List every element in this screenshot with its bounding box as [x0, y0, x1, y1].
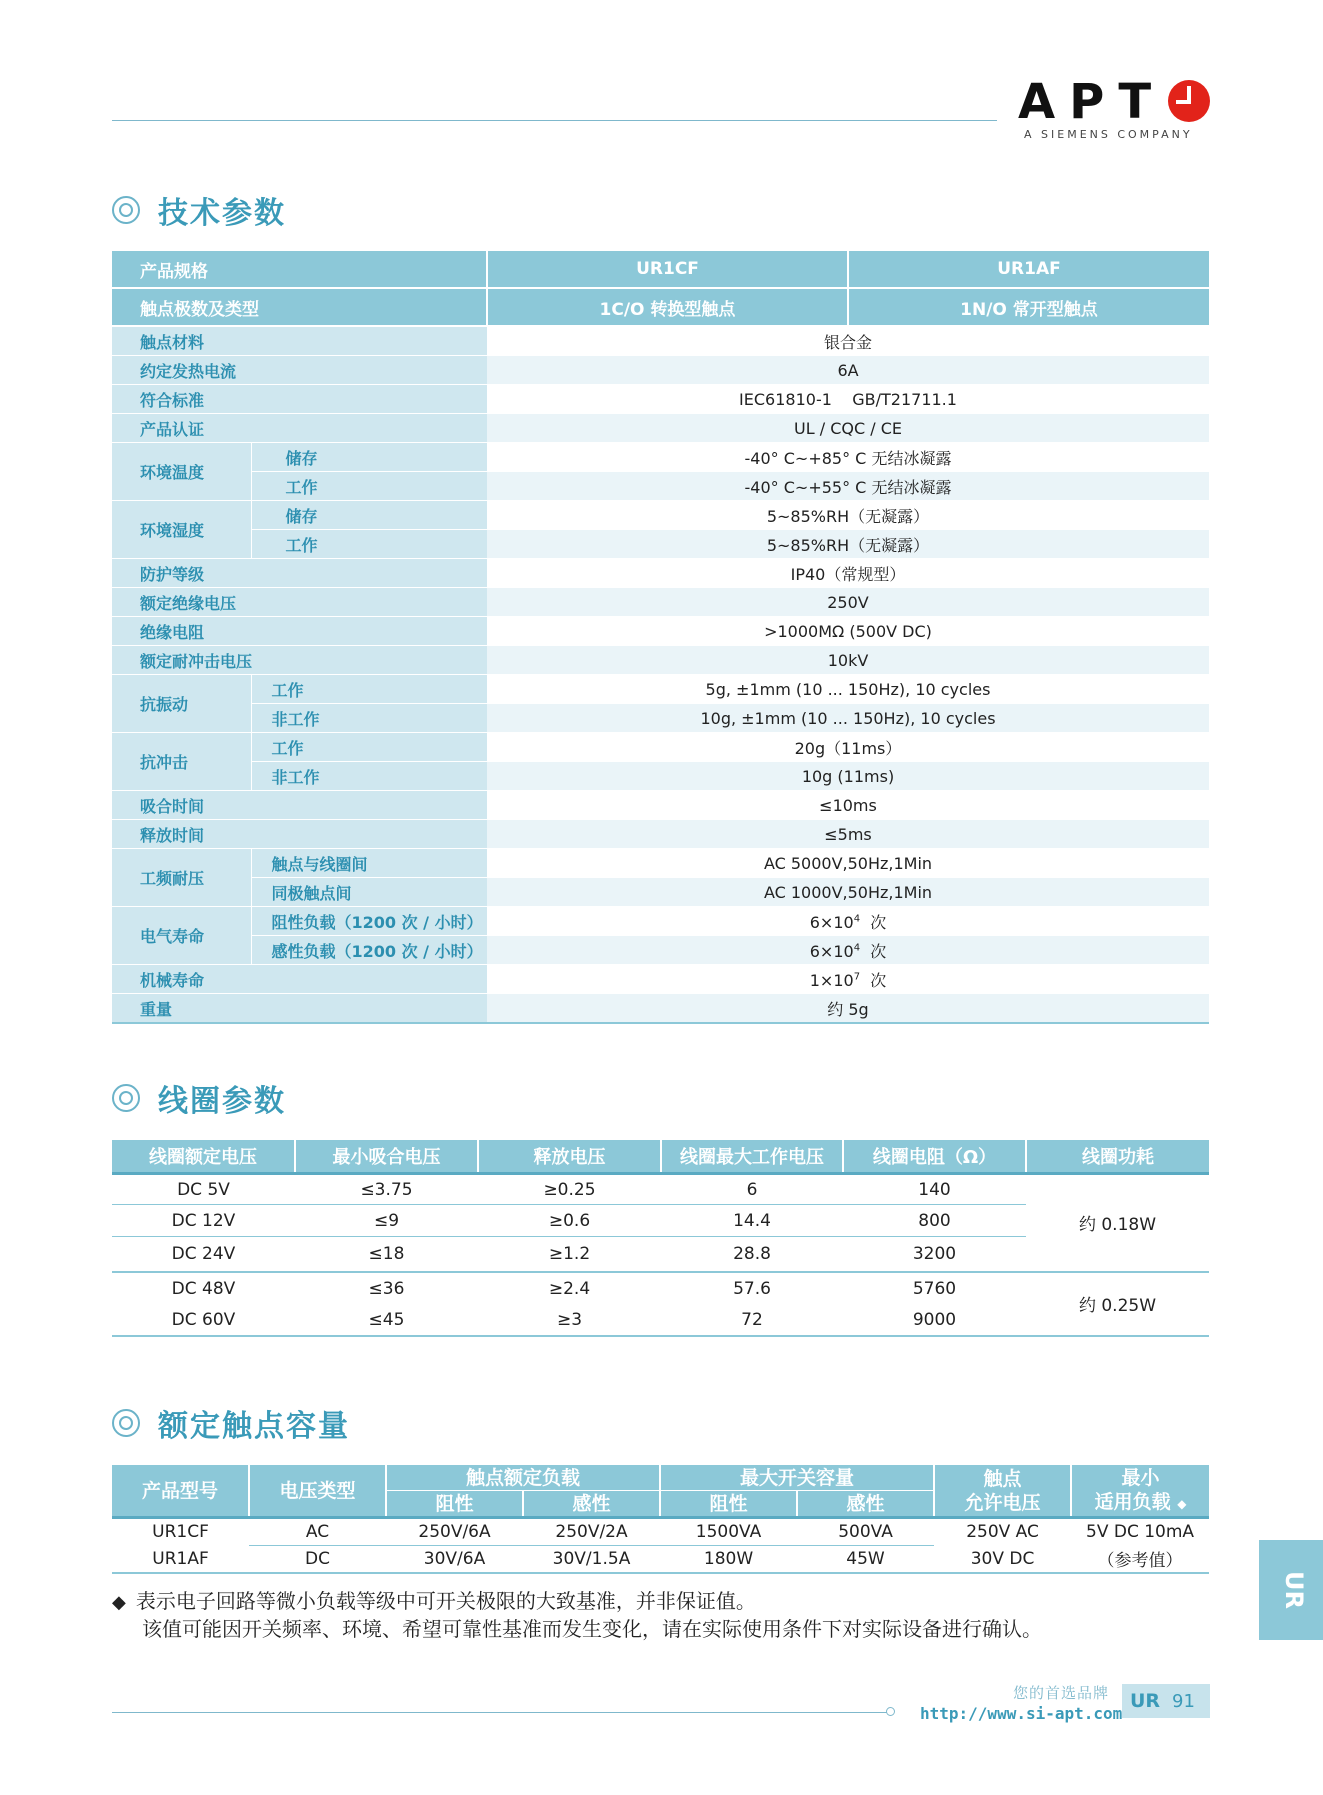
table-row: 触点材料 银合金: [112, 326, 1209, 356]
table-row: 抗冲击 工作 20g（11ms）: [112, 733, 1209, 762]
footer-rule: [112, 1712, 889, 1713]
table-row: 工作 5~85%RH（无凝露）: [112, 530, 1209, 559]
target-circle-icon: [112, 1409, 140, 1437]
rating-subheader-row: 阻性 感性 阻性 感性: [112, 1491, 1209, 1518]
diamond-marker-icon: ◆: [112, 1592, 126, 1613]
model-ur1cf: UR1CF: [487, 251, 848, 288]
table-row: 非工作 10g, ±1mm (10 ... 150Hz), 10 cycles: [112, 704, 1209, 733]
spec-table: [112, 251, 1209, 1024]
table-row: 约定发热电流 6A: [112, 356, 1209, 385]
logo-subtitle: A SIEMENS COMPANY: [1024, 128, 1193, 141]
table-row: DC 60V ≤45 ≥3 72 9000: [112, 1306, 1209, 1336]
table-row: 同极触点间 AC 1000V,50Hz,1Min: [112, 878, 1209, 907]
table-row: DC 12V ≤9 ≥0.6 14.4 800: [112, 1205, 1209, 1237]
section-heading-tech: 技术参数: [112, 188, 286, 232]
table-row: DC 24V ≤18 ≥1.2 28.8 3200: [112, 1237, 1209, 1272]
table-row: UR1CF AC 250V/6A 250V/2A 1500VA 500VA 250V AC 5V DC 10mA: [112, 1518, 1209, 1546]
footnote: ◆ 表示电子回路等微小负载等级中可开关极限的大致基准，并非保证值。 该值可能因开关频率、环境、希望可靠性基准而发生变化，请在实际使用条件下对实际设备进行确认。: [112, 1589, 1042, 1641]
model-ur1af: UR1AF: [848, 251, 1209, 288]
diamond-marker-icon: ◆: [1177, 1496, 1187, 1511]
page-number-badge: UR 91: [1122, 1684, 1210, 1718]
table-row: 额定绝缘电压 250V: [112, 588, 1209, 617]
coil-power-high: 约 0.25W: [1026, 1272, 1209, 1336]
section-heading-rating: 额定触点容量: [112, 1401, 350, 1445]
coil-power-low: 约 0.18W: [1026, 1174, 1209, 1272]
table-row: 重量 约 5g: [112, 994, 1209, 1024]
section-heading-coil: 线圈参数: [112, 1076, 286, 1120]
table-row: 工作 -40° C~+55° C 无结冰凝露: [112, 472, 1209, 501]
table-row: 感性负载（1200 次 / 小时） $6\times 10^4$ 次: [112, 936, 1209, 965]
spec-contact-row: 触点极数及类型 1C/O 转换型触点 1N/O 常开型触点: [112, 288, 1209, 326]
footer-dot-icon: [886, 1707, 895, 1716]
table-row: 电气寿命 阻性负载（1200 次 / 小时） $6\times 10^4$ 次: [112, 907, 1209, 936]
table-row: 环境湿度 储存 5~85%RH（无凝露）: [112, 501, 1209, 530]
table-row: DC 48V ≤36 ≥2.4 57.6 5760 约 0.25W: [112, 1272, 1209, 1306]
table-row: 环境温度 储存 -40° C~+85° C 无结冰凝露: [112, 443, 1209, 472]
coil-table: [112, 1140, 1209, 1337]
contact-rating-table: [112, 1465, 1209, 1574]
table-row: 吸合时间 ≤10ms: [112, 791, 1209, 820]
table-row: 产品认证 UL / CQC / CE: [112, 414, 1209, 443]
table-row: 抗振动 工作 5g, ±1mm (10 ... 150Hz), 10 cycles: [112, 675, 1209, 704]
table-row: DC 5V ≤3.75 ≥0.25 6 140 约 0.18W: [112, 1174, 1209, 1205]
apt-logo: APT A SIEMENS COMPANY: [1018, 74, 1208, 144]
table-row: 非工作 10g (11ms): [112, 762, 1209, 791]
footer-slogan: 您的首选品牌: [1013, 1684, 1110, 1702]
rating-header-row: 产品型号 电压类型 触点额定负载 最大开关容量 触点 允许电压 最小 适用负载 ◆: [112, 1465, 1209, 1491]
header-rule: [112, 120, 997, 121]
table-row: 额定耐冲击电压 10kV: [112, 646, 1209, 675]
target-circle-icon: [112, 196, 140, 224]
table-row: UR1AF DC 30V/6A 30V/1.5A 180W 45W 30V DC （参考值）: [112, 1546, 1209, 1574]
table-row: 释放时间 ≤5ms: [112, 820, 1209, 849]
table-row: 防护等级 IP40（常规型）: [112, 559, 1209, 588]
spec-header-row: 产品规格 UR1CF UR1AF: [112, 251, 1209, 288]
footer-url-link[interactable]: http://www.si-apt.com: [920, 1704, 1123, 1723]
table-row: 工频耐压 触点与线圈间 AC 5000V,50Hz,1Min: [112, 849, 1209, 878]
side-tab-ur[interactable]: UR: [1259, 1540, 1323, 1640]
clock-logo-icon: [1168, 80, 1210, 122]
table-row: 符合标准 IEC61810-1 GB/T21711.1: [112, 385, 1209, 414]
table-row: 机械寿命 $1\times 10^7$ 次: [112, 965, 1209, 994]
target-circle-icon: [112, 1084, 140, 1112]
table-row: 绝缘电阻 >1000MΩ (500V DC): [112, 617, 1209, 646]
coil-header-row: 线圈额定电压 最小吸合电压 释放电压 线圈最大工作电压 线圈电阻（Ω） 线圈功耗: [112, 1140, 1209, 1174]
